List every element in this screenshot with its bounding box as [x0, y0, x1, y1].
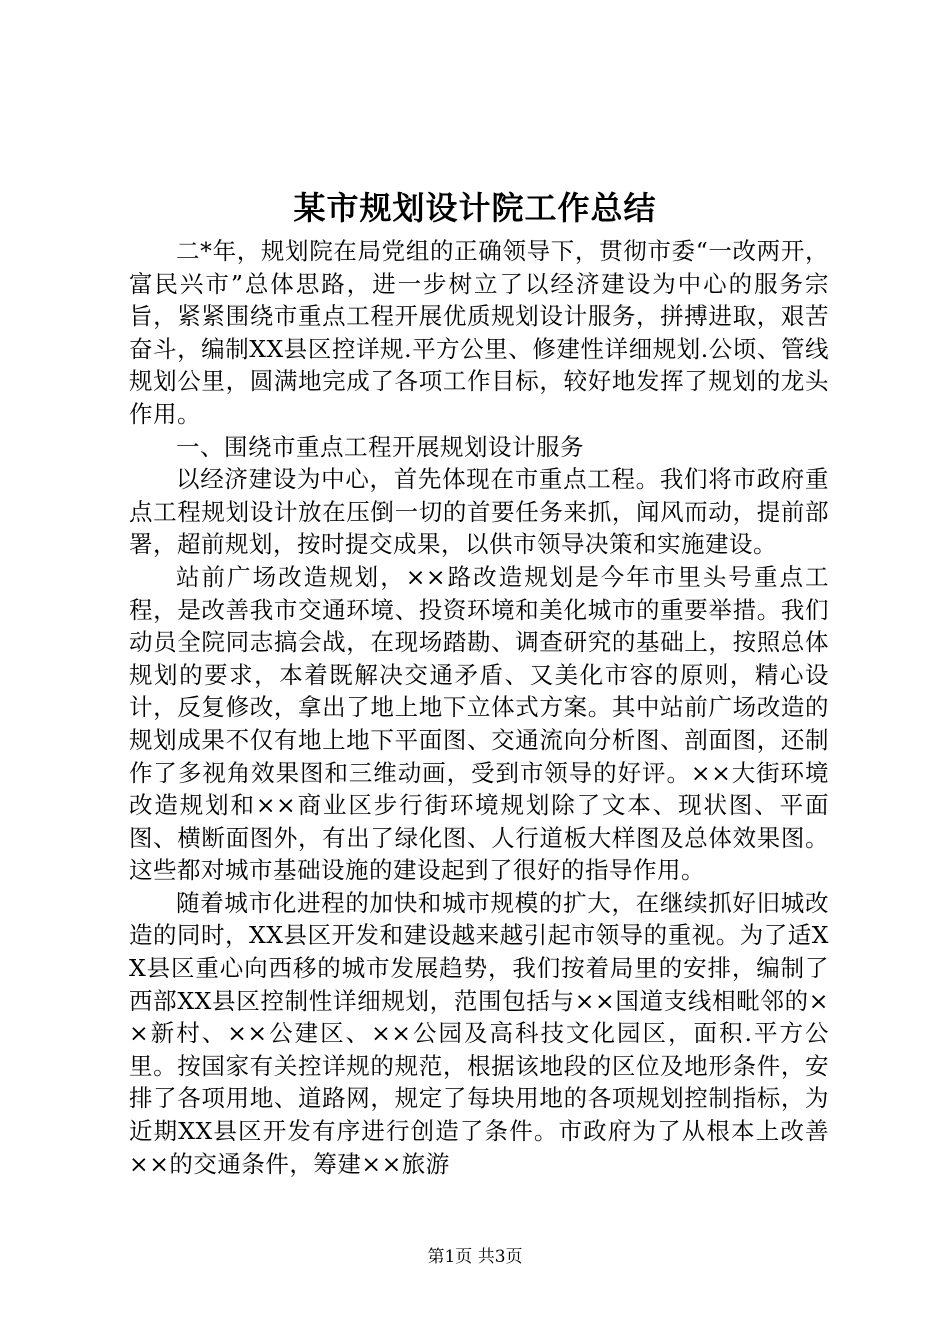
document-title: 某市规划设计院工作总结	[293, 189, 657, 227]
paragraph-station-plaza: 站前广场改造规划，××路改造规划是今年市里头号重点工程，是改善我市交通环境、投资环境和美化城市的重要举措。我们动员全院同志搞会战，在现场踏勘、调查研究的基础上，按照总体规划的要求，本着既解决交通矛盾、又美化市容的原则，精心设计，反复修改，拿出了地上地下立体式方案。其中站前广场改造的规划成果不仅有地上地下平面图、交通流向分析图、剖面图，还制作了多视角效果图和三维动画，受到市领导的好评。××大街环境改造规划和××商业区步行街环境规划除了文本、现状图、平面图、横断面图外，有出了绿化图、人行道板大样图及总体效果图。这些都对城市基础设施的建设起到了很好的指导作用。	[129, 562, 829, 885]
document-body	[129, 235, 829, 1180]
paragraph-intro: 二*年，规划院在局党组的正确领导下，贯彻市委“一改两开，富民兴市”总体思路，进一步树立了以经济建设为中心的服务宗旨，紧紧围绕市重点工程开展优质规划设计服务，拼搏进取，艰苦奋斗，编制XX县区控详规.平方公里、修建性详细规划.公顷、管线规划公里，圆满地完成了各项工作目标，较好地发挥了规划的龙头作用。	[129, 237, 829, 428]
page-number-footer: 第1页 共3页	[427, 1247, 523, 1267]
paragraph-key-projects: 以经济建设为中心，首先体现在市重点工程。我们将市政府重点工程规划设计放在压倒一切的首要任务来抓，闻风而动，提前部署，超前规划，按时提交成果，以供市领导决策和实施建设。	[129, 465, 829, 559]
paragraph-urbanization: 随着城市化进程的加快和城市规模的扩大，在继续抓好旧城改造的同时，XX县区开发和建设越来越引起市领导的重视。为了适XX县区重心向西移的城市发展趋势，我们按着局里的安排，编制了西部XX县区控制性详细规划，范围包括与××国道支线相毗邻的××新村、××公建区、××公园及高科技文化园区，面积.平方公里。按国家有关控详规的规范，根据该地段的区位及地形条件，安排了各项用地、道路网，规定了每块用地的各项规划控制指标，为近期XX县区开发有序进行创造了条件。市政府为了从根本上改善××的交通条件，筹建××旅游	[129, 888, 829, 1178]
section-heading-1: 一、围绕市重点工程开展规划设计服务	[176, 432, 584, 461]
